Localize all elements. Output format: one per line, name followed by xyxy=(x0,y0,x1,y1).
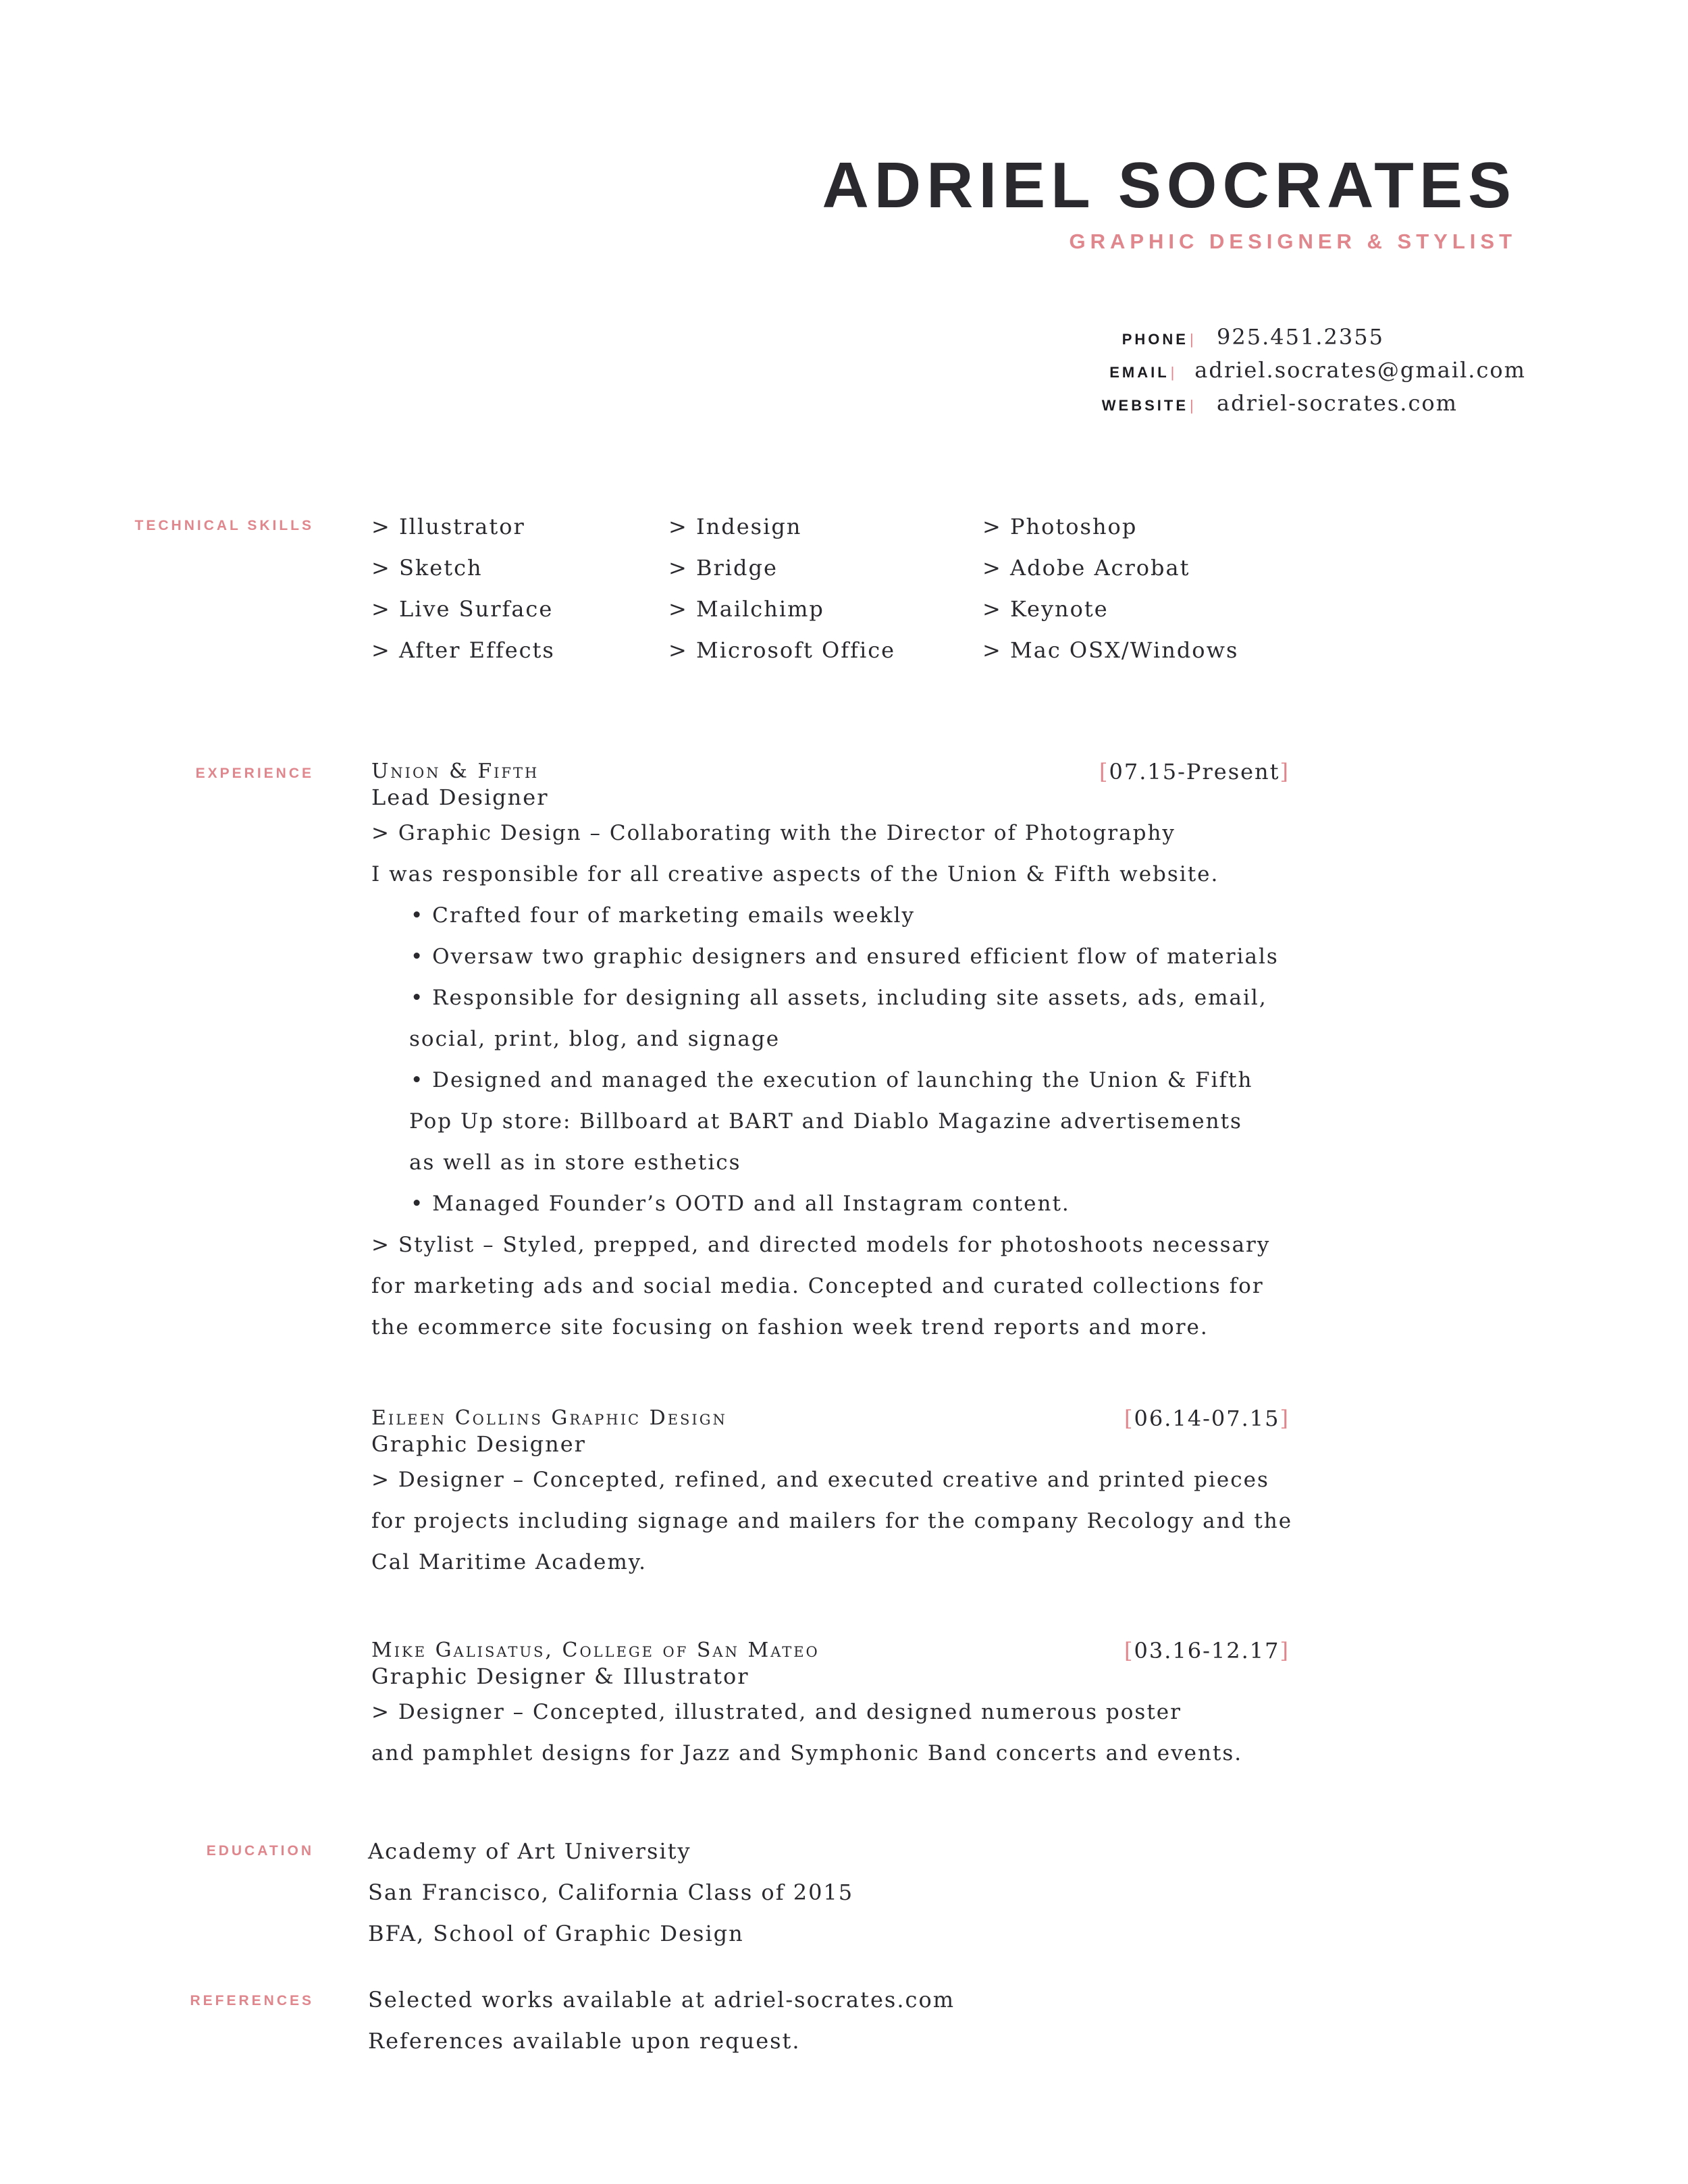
experience-dates xyxy=(1099,759,1290,784)
contact-label-phone: PHONE xyxy=(1122,331,1188,348)
bracket-open: [ xyxy=(1099,759,1109,784)
candidate-role: GRAPHIC DESIGNER & STYLIST xyxy=(1069,230,1516,253)
experience-bullet-continuation: social, print, blog, and signage xyxy=(409,1027,781,1051)
bracket-close: ] xyxy=(1280,1638,1290,1663)
skill-item: > Indesign xyxy=(668,514,802,539)
experience-dates-value: 07.15-Present xyxy=(1109,759,1280,784)
education-line: San Francisco, California Class of 2015 xyxy=(368,1880,854,1905)
experience-company: Union & Fifth xyxy=(371,760,539,783)
experience-line: and pamphlet designs for Jazz and Symphonic Band concerts and events. xyxy=(371,1741,1243,1765)
bracket-open: [ xyxy=(1124,1638,1134,1663)
experience-header xyxy=(371,1638,1290,1663)
experience-dates xyxy=(1124,1638,1290,1663)
skill-item: > Sketch xyxy=(371,555,483,581)
skills-grid xyxy=(371,512,1317,676)
experience-bullet: • Crafted four of marketing emails weekly xyxy=(411,903,916,928)
contact-separator: | xyxy=(1190,397,1194,414)
experience-company: Eileen Collins Graphic Design xyxy=(371,1406,727,1430)
bracket-close: ] xyxy=(1280,759,1290,784)
bracket-close: ] xyxy=(1280,1406,1290,1431)
experience-bullet-continuation: as well as in store esthetics xyxy=(409,1150,741,1175)
section-label-skills: TECHNICAL SKILLS xyxy=(134,518,314,533)
references-block xyxy=(368,1979,955,2062)
experience-dates-value: 03.16-12.17 xyxy=(1134,1638,1280,1663)
experience-entry-eileen-collins xyxy=(371,1406,1293,1583)
contact-row-phone xyxy=(1013,324,1526,357)
experience-dates-value: 06.14-07.15 xyxy=(1134,1406,1280,1431)
experience-line: I was responsible for all creative aspects of the Union & Fifth website. xyxy=(371,862,1219,886)
experience-bullet: • Managed Founder’s OOTD and all Instagram content. xyxy=(411,1192,1070,1216)
education-line: Academy of Art University xyxy=(368,1838,691,1864)
section-label-experience: EXPERIENCE xyxy=(195,766,314,781)
candidate-name: ADRIEL SOCRATES xyxy=(822,149,1516,221)
experience-line: > Graphic Design – Collaborating with the Director of Photography xyxy=(371,821,1176,845)
contact-value-website[interactable]: adriel-socrates.com xyxy=(1217,390,1458,416)
contact-label-website: WEBSITE xyxy=(1101,397,1188,414)
experience-line: Cal Maritime Academy. xyxy=(371,1550,647,1574)
contact-block xyxy=(1013,324,1526,423)
contact-row-email xyxy=(1013,357,1526,390)
experience-title: Graphic Designer & Illustrator xyxy=(371,1663,749,1689)
experience-line: > Designer – Concepted, illustrated, and designed numerous poster xyxy=(371,1700,1182,1724)
contact-separator: | xyxy=(1190,331,1194,348)
skill-item: > Mac OSX/Windows xyxy=(982,637,1239,663)
contact-value-phone: 925.451.2355 xyxy=(1217,324,1384,350)
experience-entry-union-fifth xyxy=(371,759,1290,1348)
experience-line: > Stylist – Styled, prepped, and directed models for photoshoots necessary xyxy=(371,1233,1271,1257)
education-line: BFA, School of Graphic Design xyxy=(368,1921,744,1946)
skill-item: > After Effects xyxy=(371,637,555,663)
bracket-open: [ xyxy=(1124,1406,1134,1431)
skill-item: > Illustrator xyxy=(371,514,525,539)
experience-bullet-continuation: Pop Up store: Billboard at BART and Diablo Magazine advertisements xyxy=(409,1109,1242,1134)
skill-item: > Microsoft Office xyxy=(668,637,896,663)
experience-entry-college-of-san-mateo xyxy=(371,1638,1290,1774)
education-block xyxy=(368,1831,853,1954)
experience-company: Mike Galisatus, College of San Mateo xyxy=(371,1639,820,1662)
section-label-references: REFERENCES xyxy=(190,1993,314,2008)
experience-line: > Designer – Concepted, refined, and executed creative and printed pieces xyxy=(371,1468,1269,1492)
experience-bullet: • Oversaw two graphic designers and ensured efficient flow of materials xyxy=(411,944,1279,969)
experience-header xyxy=(371,759,1290,784)
skill-item: > Adobe Acrobat xyxy=(982,555,1190,581)
references-line: References available upon request. xyxy=(368,2028,801,2054)
skill-item: > Photoshop xyxy=(982,514,1138,539)
experience-bullet: • Responsible for designing all assets, including site assets, ads, email, xyxy=(411,986,1267,1010)
skill-item: > Mailchimp xyxy=(668,596,824,622)
experience-title: Lead Designer xyxy=(371,784,549,810)
contact-row-website xyxy=(1013,390,1526,423)
experience-line: for projects including signage and mailers for the company Recology and the xyxy=(371,1509,1293,1533)
contact-value-email[interactable]: adriel.socrates@gmail.com xyxy=(1194,357,1526,383)
experience-title: Graphic Designer xyxy=(371,1431,586,1457)
contact-separator: | xyxy=(1170,364,1175,381)
references-line: Selected works available at adriel-socrates.com xyxy=(368,1987,955,2013)
skill-item: > Bridge xyxy=(668,555,778,581)
skill-item: > Live Surface xyxy=(371,596,554,622)
contact-label-email: EMAIL xyxy=(1109,364,1169,381)
experience-line: for marketing ads and social media. Concepted and curated collections for xyxy=(371,1274,1264,1298)
experience-bullet: • Designed and managed the execution of launching the Union & Fifth xyxy=(411,1068,1253,1092)
experience-dates xyxy=(1124,1406,1290,1431)
experience-line: the ecommerce site focusing on fashion week trend reports and more. xyxy=(371,1315,1209,1339)
experience-header xyxy=(371,1406,1290,1431)
section-label-education: EDUCATION xyxy=(206,1843,314,1859)
skill-item: > Keynote xyxy=(982,596,1109,622)
